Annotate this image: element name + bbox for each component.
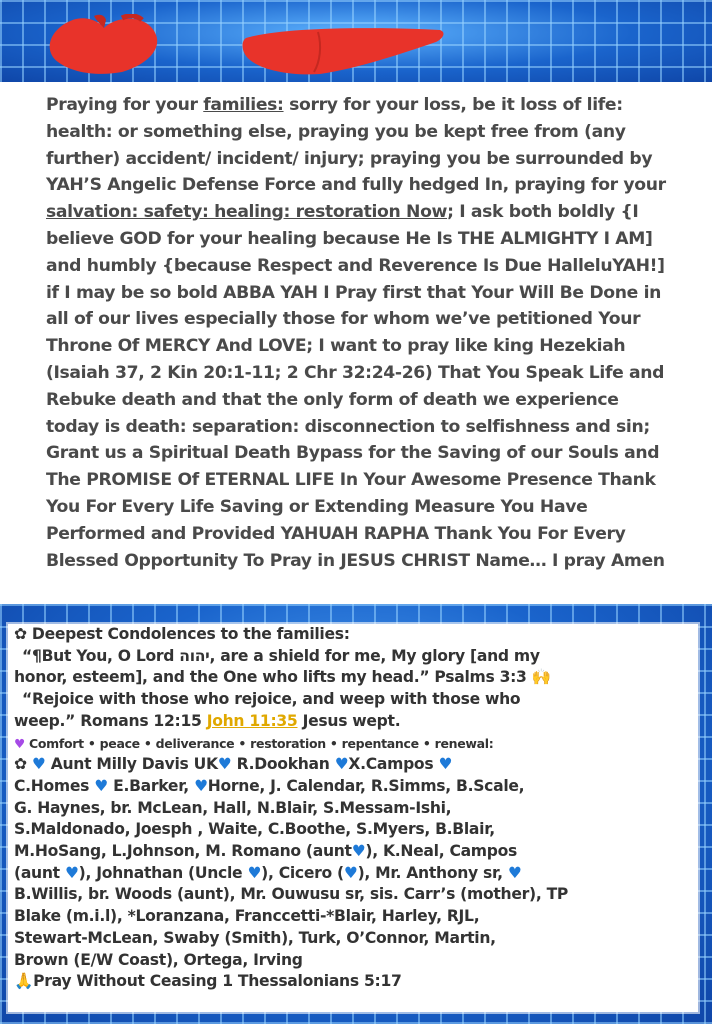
quote-psalms-line1: “¶But You, O Lord יהוה, are a shield for me, My glory [and my xyxy=(22,646,540,665)
blue-heart-icon: ♥ xyxy=(343,863,358,882)
john-11-35-link[interactable]: John 11:35 xyxy=(206,711,298,730)
praying-hands-icon: 🙌 xyxy=(531,668,551,687)
names-line-1: ✿ ♥ Aunt Milly Davis UK♥ R.Dookhan ♥X.Campos ♥ xyxy=(8,754,698,776)
condolence-card xyxy=(8,624,698,1012)
names-line-7: B.Willis, br. Woods (aunt), Mr. Ouwusu sr, sis. Carr’s (mother), TP xyxy=(14,885,569,904)
quote-romans-line2: weep.” Romans 12:15 John 11:35 Jesus wept. xyxy=(14,711,401,730)
condolences-heading: ✿ Deepest Condolences to the families: xyxy=(8,624,698,646)
top-banner xyxy=(0,0,712,82)
names-line-9: Stewart-McLean, Swaby (Smith), Turk, O’Connor, Martin, xyxy=(14,928,496,947)
bouquet-icon: ✿ xyxy=(14,755,27,774)
prayer-text: Praying for your families: sorry for your loss, be it loss of life: health: or something else, praying you be kept free from (any further) accident/ incident/ injury; praying you be surrounded by YAH’S Angelic Defense Force and fully hedged In, praying for your salvation: safety: healing: restoration Now; I ask both boldly {I believe GOD for your healing because He Is THE ALMIGHTY I AM] and humbly {because Respect and Reverence Is Due HalleluYAH!] if I may be so bold ABBA YAH I Pray first that Your Will Be Done in all of our lives especially those for whom we’ve petitioned Your Throne Of MERCY And LOVE; I want to pray like king Hezekiah (Isaiah 37, 2 Kin 20:1-11; 2 Chr 32:24-26) That You Speak Life and Rebuke death and that the only form of death we experience today is death: separation: disconnection to selfishness and sin; Grant us a Spiritual Death Bypass for the Saving of our Souls and The PROMISE Of ETERNAL LIFE In Your Awesome Presence Thank You For Every Life Saving or Extending Measure You Have Performed and Provided YAHUAH RAPHA Thank You For Every Blessed Opportunity To Pray in JESUS CHRIST Name… I pray Amen xyxy=(46,95,666,571)
names-line-3: G. Haynes, br. McLean, Hall, N.Blair, S.Messam-Ishi, xyxy=(14,798,452,817)
names-line-6: (aunt ♥), Johnathan (Uncle ♥), Cicero (♥), Mr. Anthony sr, ♥ xyxy=(14,863,522,882)
blue-heart-icon: ♥ xyxy=(351,842,366,861)
blue-heart-icon: ♥ xyxy=(438,755,453,774)
names-line-5: M.HoSang, L.Johnson, M. Romano (aunt♥), K.Neal, Campos xyxy=(14,842,518,861)
blue-heart-icon: ♥ xyxy=(507,863,522,882)
blue-heart-icon: ♥ xyxy=(334,755,349,774)
virtues-line: ♥ Comfort • peace • deliverance • restoration • repentance • renewal: xyxy=(14,735,494,751)
praying-hands-icon: 🙏 xyxy=(14,972,34,991)
prayer-panel xyxy=(0,82,712,604)
names-line-8: Blake (m.i.l), *Loranzana, Franccetti-*Blair, Harley, RJL, xyxy=(14,907,480,926)
purple-heart-icon: ♥ xyxy=(14,735,25,751)
blue-heart-icon: ♥ xyxy=(94,776,108,795)
bouquet-icon: ✿ xyxy=(14,625,27,643)
heart-icon xyxy=(38,14,188,76)
blue-heart-icon: ♥ xyxy=(247,863,262,882)
liver-icon xyxy=(240,24,450,76)
blue-heart-icon: ♥ xyxy=(194,776,208,795)
names-line-4: S.Maldonado, Joesph , Waite, C.Boothe, S.Myers, B.Blair, xyxy=(14,820,495,839)
names-line-2: C.Homes ♥ E.Barker, ♥Horne, J. Calendar, R.Simms, B.Scale, xyxy=(14,776,525,795)
names-line-10: Brown (E/W Coast), Ortega, Irving xyxy=(14,950,303,969)
salvation-underlined: salvation: safety: healing: restoration Now xyxy=(46,202,448,223)
quote-psalms-line2: honor, esteem], and the One who lifts my head.” Psalms 3:3 🙌 xyxy=(8,667,698,689)
quote-romans-line1: “Rejoice with those who rejoice, and weep with those who xyxy=(22,690,521,709)
blue-heart-icon: ♥ xyxy=(31,755,46,774)
footer-line: 🙏Pray Without Ceasing 1 Thessalonians 5:17 xyxy=(8,971,698,993)
blue-heart-icon: ♥ xyxy=(64,863,79,882)
families-underlined: families: xyxy=(203,95,284,115)
blue-heart-icon: ♥ xyxy=(217,755,232,774)
